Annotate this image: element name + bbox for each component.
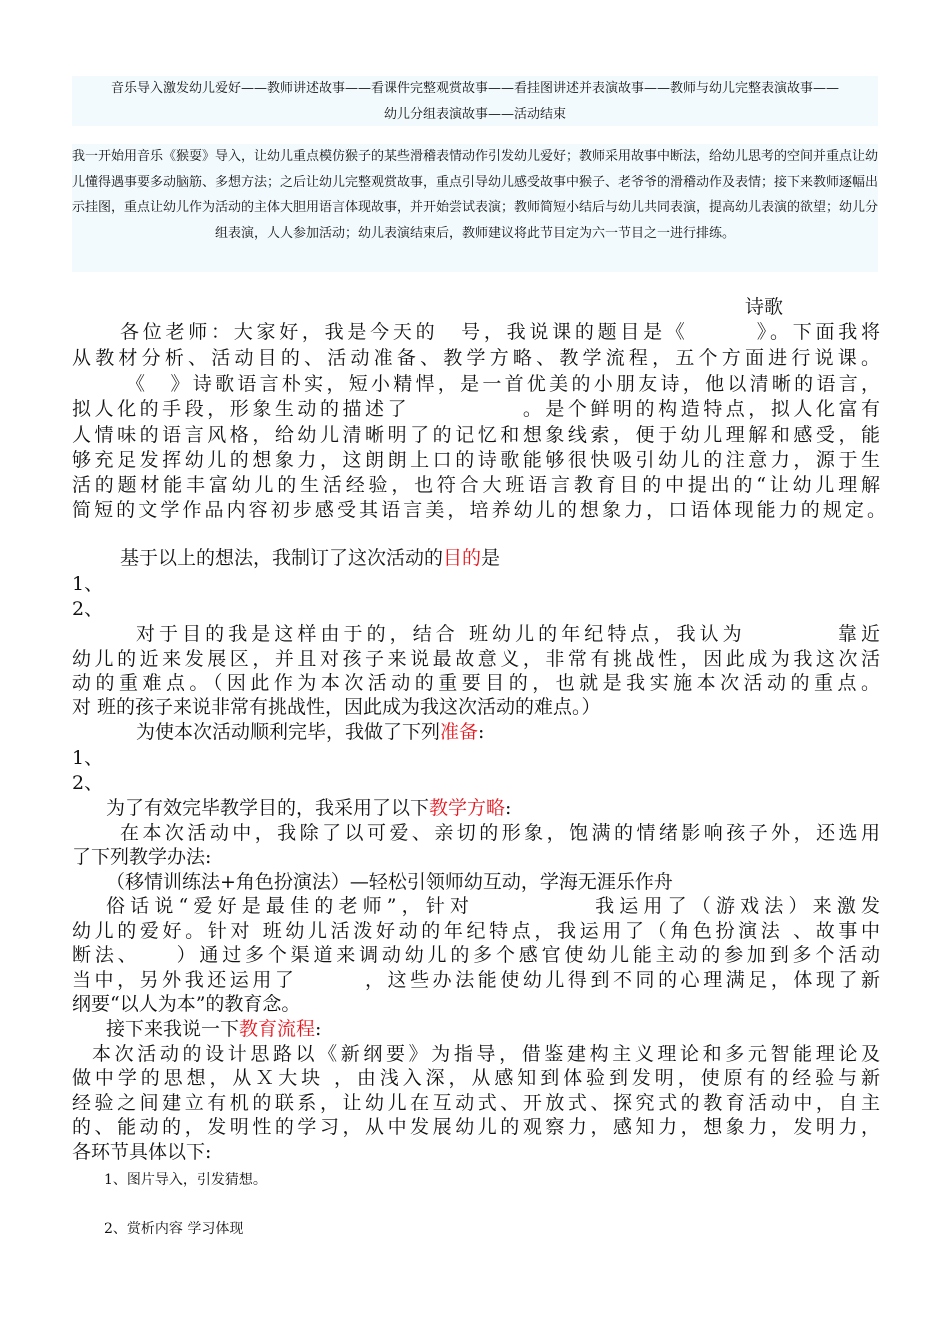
text-line: 活的题材能丰富幼儿的生活经验，也符合大班语言教育目的中提出的“让幼儿理解 — [72, 474, 880, 496]
text-line: 做中学的思想，从Ｘ大块 ，由浅入深，从感知到体验到发明，使原有的经验与新 — [72, 1067, 880, 1089]
goal-item-1: 1、 — [72, 573, 104, 595]
flow-summary-line-2: 幼儿分组表演故事——活动结束 — [383, 107, 566, 122]
flow-summary-box — [72, 76, 878, 126]
text-line: （移情训练法+角色扮演法）—轻松引领师幼互动，学海无涯乐作舟 — [106, 871, 673, 893]
text-line: 的、能动的，发明性的学习，从中发展幼儿的观察力，感知力，想象力，发明力， — [72, 1116, 880, 1138]
text-line: 《 》诗歌语言朴实，短小精悍，是一首优美的小朋友诗，他以清晰的语言， — [126, 373, 880, 395]
poem-tag: 诗歌 — [745, 296, 784, 318]
text-line: 本次活动的设计思路以《新纲要》为指导，借鉴建构主义理论和多元智能理论及 — [92, 1043, 880, 1065]
section-goal-heading: 基于以上的想法，我制订了这次活动的目的是 — [120, 547, 501, 569]
text-line: 了下列教学办法: — [72, 846, 212, 868]
text-line: 简短的文学作品内容初步感受其语言美，培养幼儿的想象力，口语体现能力的规定。 — [72, 499, 886, 521]
text-line: 纲要“以人为本”的教育念。 — [72, 993, 301, 1015]
section-prep-heading: 为使本次活动顺利完毕，我做了下列准备: — [136, 721, 485, 743]
prep-item-2: 2、 — [72, 772, 104, 794]
text-line: 断法、 ）通过多个渠道来调动幼儿的多个感官使幼儿能主动的参加到多个活动 — [72, 944, 880, 966]
text-line: 对 班的孩子来说非常有挑战性，因此成为我这次活动的难点。） — [72, 696, 601, 718]
text-line: 幼儿的爱好。针对 班幼儿活泼好动的年纪特点，我运用了（角色扮演法 、故事中 — [72, 920, 880, 942]
flow-summary-line-1: 音乐导入激发幼儿爱好——教师讲述故事——看课件完整观赏故事——看挂图讲述并表演故事——教师与幼儿完整表演故事—— — [110, 81, 839, 96]
section-process-heading: 接下来我说一下教育流程: — [106, 1018, 322, 1040]
goal-item-2: 2、 — [72, 598, 104, 620]
prep-item-1: 1、 — [72, 747, 104, 769]
text-line: 各位老师：大家好，我是今天的 号，我说课的题目是《 》。下面我将 — [120, 321, 880, 343]
text-line: 够充足发挥幼儿的想象力，这朗朗上口的诗歌能够很快吸引幼儿的注意力，源于生 — [72, 449, 880, 471]
process-step-2: 2、赏析内容 学习体现 — [104, 1221, 244, 1237]
text-line: 对于目的我是这样由于的，结合 班幼儿的年纪特点，我认为 靠近 — [136, 623, 880, 645]
section-strategy-heading: 为了有效完毕教学目的，我采用了以下教学方略: — [106, 797, 512, 819]
text-line: 在本次活动中，我除了以可爱、亲切的形象，饱满的情绪影响孩子外，还选用 — [120, 822, 880, 844]
process-description-text: 我一开始用音乐《猴耍》导入，让幼儿重点模仿猴子的某些滑稽表情动作引发幼儿爱好；教师采用故事中断法，给幼儿思考的空间并重点让幼儿懂得遇事要多动脑筋、多想方法；之后让幼儿完整观赏故事，重点引导幼儿感受故事中猴子、老爷爷的滑稽动作及表情；接下来教师逐幅出示挂图，重点让幼儿作为活动的主体大胆用语言体现故事，并开始尝试表演；教师简短小结后与幼儿共同表演，提高幼儿表演的欲望；幼儿分组表演，人人参加活动；幼儿表演结束后，教师建议将此节目定为六一节目之一进行排练。 — [72, 149, 879, 241]
process-description-box — [72, 144, 878, 272]
process-step-1: 1、图片导入，引发猜想。 — [104, 1172, 267, 1188]
text-line: 各环节具体以下: — [72, 1141, 212, 1163]
text-line: 幼儿的近来发展区，并且对孩子来说最故意义，非常有挑战性，因此成为我这次活 — [72, 648, 880, 670]
text-line: 动的重难点。（因此作为本次活动的重要目的，也就是我实施本次活动的重点。 — [72, 672, 880, 694]
text-line: 经验之间建立有机的联系，让幼儿在互动式、开放式、探究式的教育活动中，自主 — [72, 1092, 880, 1114]
text-line: 从教材分析、活动目的、活动准备、教学方略、教学流程，五个方面进行说课。 — [72, 347, 880, 369]
text-line: 当中，另外我还运用了 ，这些办法能使幼儿得到不同的心理满足，体现了新 — [72, 969, 880, 991]
text-line: 人情味的语言风格，给幼儿清晰明了的记忆和想象线索，便于幼儿理解和感受，能 — [72, 424, 880, 446]
text-line: 俗话说“爱好是最佳的老师”，针对 我运用了（游戏法）来激发 — [106, 895, 880, 917]
text-line: 拟人化的手段，形象生动的描述了 。是个鲜明的构造特点，拟人化富有 — [72, 398, 880, 420]
